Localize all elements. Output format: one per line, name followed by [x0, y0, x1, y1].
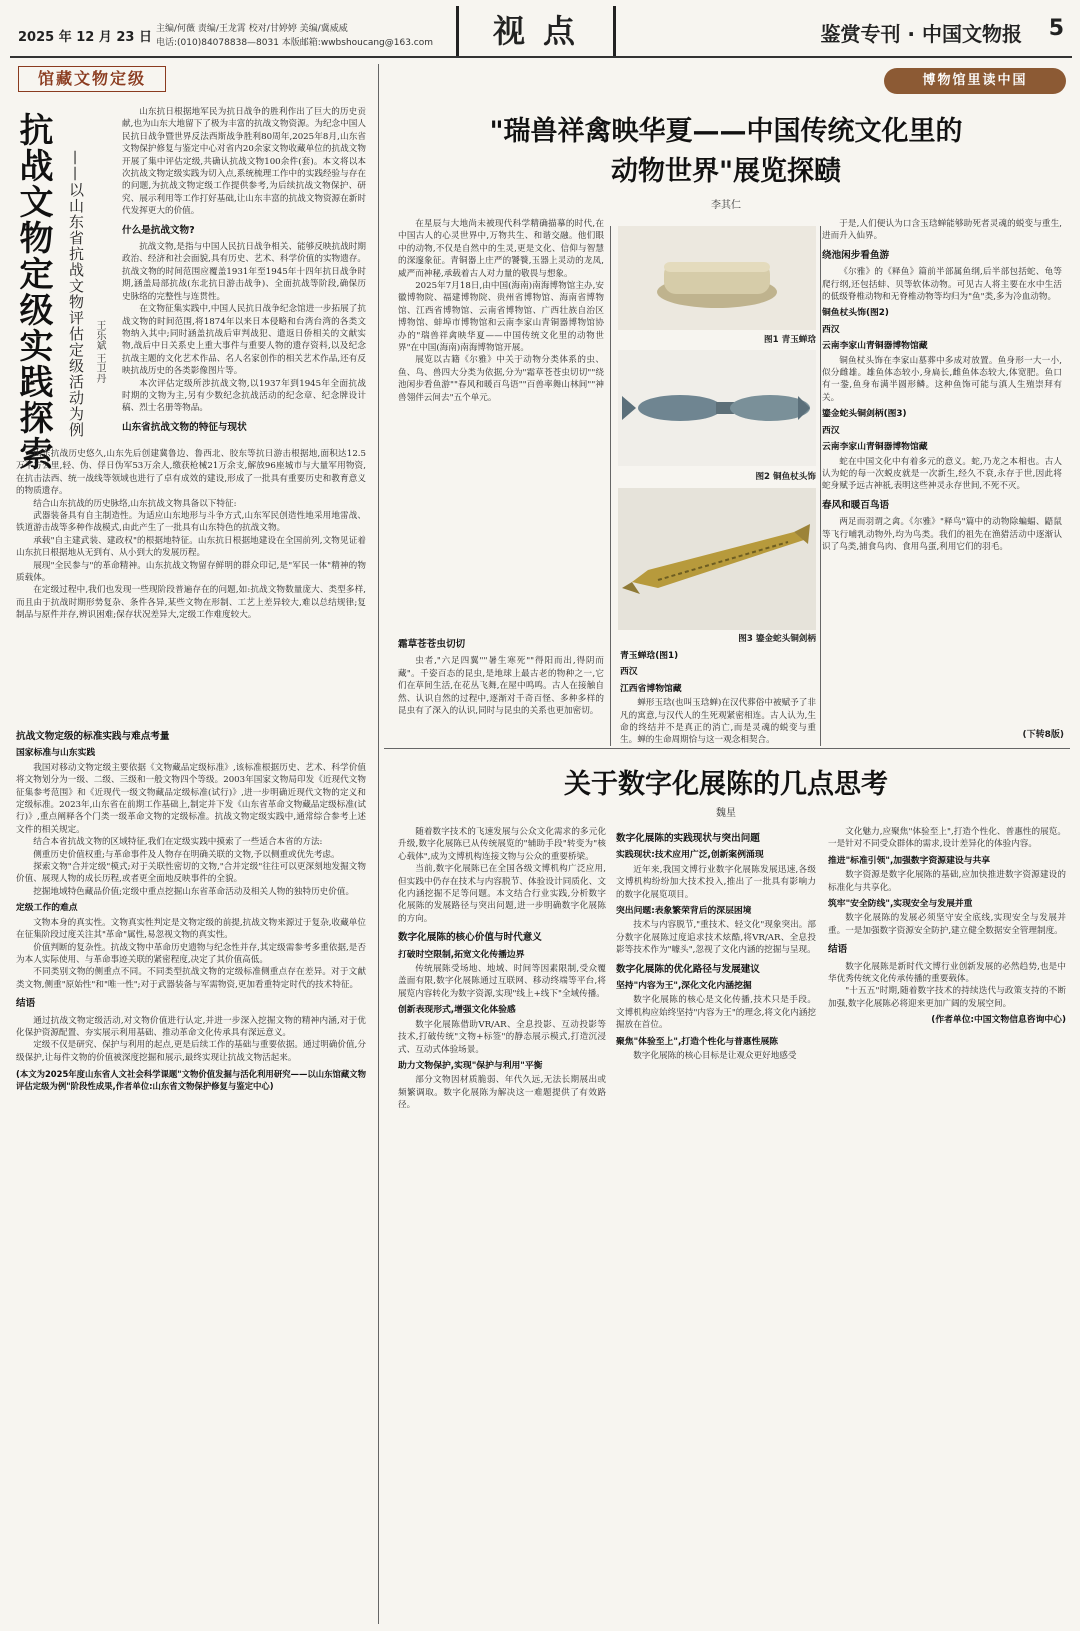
newspaper-brand: 鉴赏专刊 · 中国文物报: [820, 22, 1022, 46]
gilt-snake-hilt-image: [618, 488, 816, 630]
artifact-period: 西汉: [822, 425, 840, 436]
paragraph: 数字化展陈的核心是文化传播,技术只是手段。文博机构应始终坚持"内容为王"的理念,将文化内涵挖掘放在首位。: [616, 995, 816, 1031]
figure-caption: 图2 铜鱼杖头饰: [755, 472, 816, 482]
paragraph: 于是,人们便认为口含玉琀蝉能够助死者灵魂的蜕变与重生,进而升入仙界。: [822, 219, 1062, 242]
subheading: 霜草苍苍虫切切: [398, 639, 466, 650]
digital-column-1: [398, 826, 606, 1112]
section-divider: [384, 748, 1070, 749]
exhibition-column-3: [822, 218, 1062, 553]
subheading: 结语: [828, 944, 848, 956]
paragraph: 技术与内容脱节,"重技术、轻文化"现象突出。部分数字化展陈过度追求技术炫酷,将VR/AR、全息投影等技术作为"噱头",忽视了文化内涵的挖掘与呈现。: [616, 920, 816, 956]
headline-line-2: 动物世界"展览探赜: [610, 156, 842, 187]
column-divider: [610, 226, 611, 746]
artifact-museum: 江西省博物馆藏: [620, 683, 682, 694]
paragraph: "十五五"时期,随着数字技术的持续迭代与政策支持的不断加强,数字化展陈必将迎来更加广阔的发展空间。: [828, 986, 1066, 1009]
column-divider: [820, 226, 821, 746]
paragraph: 文化魅力,应聚焦"体验至上",打造个性化、普惠性的展览。一是针对不同受众群体的需求,设计差异化的体验内容。: [828, 827, 1066, 850]
paragraph: 武器装备具有自主制造性。为适应山东地形与斗争方式,山东军民创造性地采用地雷战、铁道游击战等多种作战模式,由此产生了一批具有山东特色的抗战文物。: [16, 511, 366, 534]
staff-line-1: 主编/何薇 责编/王龙霄 校对/甘婷婷 美编/冀威威: [156, 24, 348, 34]
subheading: 筑牢"安全防线",实现安全与发展并重: [828, 899, 973, 910]
paragraph: 《尔雅》的《释鱼》篇前半部属鱼纲,后半部包括蛇、龟等爬行纲,还包括蚌、贝等软体动物。可见古人将主要在水中生活的低级脊椎动物和无脊椎动物等均归为"鱼"类,多为冷血动物。: [822, 267, 1062, 303]
subheading: 坚持"内容为王",深化文化内涵挖掘: [616, 981, 752, 992]
subheading: 数字化展陈的优化路径与发展建议: [616, 963, 760, 975]
left-body-2: [16, 724, 366, 1094]
artifact-name: 青玉蝉琀(图1): [620, 651, 679, 661]
paragraph: 数字化展陈的发展必须坚守安全底线,实现安全与发展并重。一是加强数字资源安全防护,建立健全数据安全管理制度。: [828, 913, 1066, 936]
artifact-period: 西汉: [620, 667, 638, 678]
staff-line-2: 电话:(010)84078838—8031 本版邮箱:wwbshoucang@163.com: [156, 38, 434, 48]
author-affiliation: (作者单位:中国文物信息咨询中心): [931, 1015, 1066, 1026]
subheading: 助力文物保护,实现"保护与利用"平衡: [398, 1060, 543, 1071]
subheading: 聚焦"体验至上",打造个性化与普惠性展陈: [616, 1036, 779, 1047]
paragraph: 数字化展陈的核心目标是让观众更好地感受: [633, 1051, 797, 1062]
subheading: 绕池闲步看鱼游: [822, 249, 890, 261]
paragraph: 铜鱼杖头饰在李家山墓葬中多成对放置。鱼身形一大一小,似分雌雄。雄鱼体态较小,身扁长,雌鱼体态较大,体宽肥。鱼口有一銎,鱼身布满半圆形鳞。这种鱼饰可能与滇人生殖崇拜有关。: [822, 355, 1062, 403]
subheading: 数字化展陈的核心价值与时代意义: [398, 932, 542, 944]
subheading: 突出问题:表象繁荣背后的深层困境: [616, 906, 752, 917]
subheading: 数字化展陈的实践现状与突出问题: [616, 833, 760, 844]
paragraph: 数字资源是数字化展陈的基础,应加快推进数字资源建设的标准化与共享化。: [828, 870, 1066, 893]
paragraph: 2025年7月18日,由中国(海南)南海博物馆主办,安徽博物院、福建博物院、贵州省博物馆、海南省博物馆、江西省博物馆、云南省博物馆、广西壮族自治区博物馆、蚌埠市博物馆和云南李家山青铜器博物馆协办的"瑞兽祥禽映华夏——中国传统文化里的动物世界"在中国(海南)南海博物馆开展。: [398, 281, 604, 354]
subheading: 春风和暖百鸟语: [822, 499, 890, 511]
artifact-note-cicada: [620, 646, 816, 747]
subheading: 什么是抗战文物?: [122, 224, 195, 236]
artifact-name: 铜鱼杖头饰(图2): [822, 308, 889, 319]
jade-cicada-image: [618, 226, 816, 330]
subheading: 实践现状:技术应用广泛,创新案例涌现: [616, 850, 764, 861]
figure-caption: 图3 鎏金蛇头铜剑柄: [738, 634, 816, 644]
paragraph: 在定级过程中,我们也发现一些现阶段普遍存在的问题,如:抗战文物数量庞大、类型多样,而且由于抗战时期形势复杂、条件各异,某些文物在形制、工艺上差异较大,难以总结规律;复制品与原件并存,辨识困难;保存状况差异大,定级工作难度较大。: [16, 585, 366, 621]
paragraph: 数字化展陈是新时代文博行业创新发展的必然趋势,也是中华优秀传统文化传承传播的重要载体。: [828, 961, 1066, 985]
paragraph: 蛇在中国文化中有着多元的意义。蛇,乃龙之本相也。古人认为蛇的每一次蜕皮就是一次新生,经久不衰,永存于世,因此将蛇身赋予远古神祇,表明这些神灵永存世间,不死不灭。: [822, 456, 1062, 492]
figure-caption: 图1 青玉蝉琀: [764, 335, 816, 345]
digital-column-3: [828, 826, 1066, 1029]
paragraph: 近年来,我国文博行业数字化展陈发展迅速,各级文博机构纷纷加大技术投入,推出了一批具有影响力的数字化展览项目。: [616, 864, 816, 900]
column-tag: 馆藏文物定级: [18, 66, 166, 92]
column-divider: [378, 64, 379, 1624]
photo-gilt-snake-hilt: [618, 488, 816, 630]
paragraph: 在文物征集实践中,中国人民抗日战争纪念馆进一步拓展了抗战文物的时间范围,将1874年以来日本侵略和台湾台湾的各类文物纳入其中;同时涵盖抗战后审判战犯、遣返日侨相关的文献实物,战后中日关系史上重大事件与重要人物的遗存资料,以及纪念抗战主题的文化艺术作品、名人名家创作的相关艺术作品,还有反映抗战历史的各类影像图片等。: [122, 304, 366, 377]
paragraph: 两足而羽谓之禽。《尔雅》"释鸟"篇中的动物除蝙蝠、鼯鼠等飞行哺乳动物外,均为鸟类。我们的祖先在渔猎活动中逐渐认识了鸟类,捕食鸟肉、食用鸟蛋,利用它们的羽毛。: [822, 517, 1062, 552]
left-intro: [122, 106, 366, 438]
staff-credits: [156, 22, 433, 50]
artifact-museum: 云南李家山青铜器博物馆藏: [822, 341, 928, 352]
bronze-fish-image: [618, 350, 816, 466]
column-tag-museum: 博物馆里读中国: [884, 68, 1066, 94]
section-name: 视点: [492, 12, 593, 50]
artifact-period: 西汉: [822, 324, 840, 335]
left-subhead: ——以山东省抗战文物评估定级活动为例: [67, 150, 85, 438]
photo-jade-cicada: [618, 226, 816, 330]
paragraph: 展览以古籍《尔雅》中关于动物分类体系的虫、鱼、鸟、兽四大分类为依据,分为"霜草苍苍虫切切""绕池闲步看鱼游""春风和暖百鸟语""百兽率舞山林间""神兽翎伴云间去"五个单元。: [398, 355, 604, 403]
subheading: 国家标准与山东实践: [16, 748, 96, 759]
paragraph: 通过抗战文物定级活动,对文物价值进行认定,并进一步深入挖掘文物的精神内涵,对于优化保护资源配置、夯实展示利用基础、推动革命文化传承具有深远意义。: [16, 1015, 366, 1038]
paragraph: 文物本身的真实性。文物真实性判定是文物定级的前提,抗战文物来源过于复杂,收藏单位在征集阶段过度关注其"革命"属性,易忽视文物的真实性。: [16, 917, 366, 941]
exhibition-headline: [386, 112, 1066, 192]
paragraph: 侧重历史价值权重;与革命事件及人物存在明确关联的文物,予以侧重或优先考虑。: [33, 849, 340, 860]
footnote: (本文为2025年度山东省人文社会科学课题"文物价值发掘与活化利用研究——以山东馆藏文物评估定级为例"阶段性成果,作者单位:山东省文物保护修复与鉴定中心): [16, 1069, 366, 1092]
paragraph: 虫者,"六足四翼""暑生寒死""得阳而出,得阴而藏"。千姿百态的昆虫,是地球上最古老的物种之一,它们在草间生活,在花丛飞舞,在屋中鸣鸣。古人在接触自然、认识自然的过程中,逐渐对千奇百怪、多种多样的昆虫有了深入的认识,同时与昆虫的关系也更加密切。: [398, 656, 604, 717]
paragraph: 本次评估定级所涉抗战文物,以1937年到1945年全面抗战时期的文物为主,另有少数纪念抗战活动的纪念章、纪念牌设计稿、烈士名册等物品。: [122, 378, 366, 414]
subheading: 山东省抗战文物的特征与现状: [122, 421, 247, 433]
paragraph: 当前,数字化展陈已在全国各级文博机构广泛应用,但实践中仍存在技术与内容脱节、体验设计同质化、文化内涵挖掘不足等问题。本文结合行业实践,分析数字化展陈的发展路径与突出问题,进一步明确数字化展陈的方向。: [398, 864, 606, 924]
paragraph: 山东抗战历史悠久,山东先后创建冀鲁边、鲁西北、胶东等抗日游击根据地,面积达12.5万平方公里,轻、伪、俘日伪军53万余人,缴获枪械21万余支,解放96座城市与大量军用物资,在抗击法西、统一战线等领域也进行了卓有成效的建设,形成了一批具有重要历史和教育意义的物质遗存。: [16, 449, 366, 497]
paragraph: 在星辰与大地尚未被现代科学精确描摹的时代,在中国古人的心灵世界中,万物共生、和谐交融。他们眼中的动物,不仅是自然中的生灵,更是文化、信仰与智慧的深邃象征。青铜器上庄严的饕餮,玉器上灵动的龙凤,威严而神秘,承载着古人对力量的敬畏与想象。: [398, 219, 604, 279]
subheading: 打破时空限制,拓宽文化传播边界: [398, 949, 525, 960]
page-number: 5: [1048, 16, 1064, 41]
paragraph: 数字化展陈借助VR/AR、全息投影、互动投影等技术,打破传统"文物+标签"的静态展示模式,打造沉浸式、互动式体验场景。: [398, 1019, 606, 1055]
headline-line-1: "瑞兽祥禽映华夏——中国传统文化里的: [489, 116, 963, 147]
exhibition-column-1b: [398, 632, 604, 717]
paragraph: 蝉形玉琀(也叫玉琀蝉)在汉代葬俗中被赋予了非凡的寓意,与汉代人的生死观紧密相连。古人认为,生命的终结并不是真正的消亡,而是灵魂的蜕变与重生。蝉的生命周期恰与这一观念相契合。: [620, 698, 816, 746]
paragraph: 结合山东抗战的历史脉络,山东抗战文物具备以下特征:: [33, 498, 237, 509]
subheading: 定级工作的难点: [16, 903, 78, 914]
paragraph: 我国对移动文物定级主要依据《文物藏品定级标准》,该标准根据历史、艺术、科学价值将文物划分为一级、二级、三级和一般文物四个等级。2003年国家文物局印发《近现代文物征集参考范围》和《近现代一级文物藏品定级标准(试行)》,进一步明确近现代文物的定义和定级标准。2023年,山东省在前期工作基础上,制定并下发《山东省革命文物藏品定级标准(试行)》,重点阐释各个门类一级革命文物的定级标准。抗战文物定级实践中,通常综合参考上述文件的相关规定。: [16, 762, 366, 835]
section-box: [456, 6, 616, 56]
paragraph: 探索文物"合并定级"模式;对于关联性密切的文物,"合并定级"往往可以更深刻地发掘文物价值、展现人物的成长历程,或者更全面地反映事件的全貌。: [16, 862, 366, 885]
paragraph: 定级不仅是研究、保护与利用的起点,更是后续工作的基础与重要依据。通过明确价值,分级保护,让每件文物的价值被深度挖掘和展示,最终实现让抗战文物活起来。: [16, 1040, 366, 1063]
paragraph: 山东抗日根据地军民为抗日战争的胜利作出了巨大的历史贡献,也为山东大地留下了极为丰富的抗战文物资源。为纪念中国人民抗日战争暨世界反法西斯战争胜利80周年,2025年8月,山东省文物保护修复与鉴定中心对省内20余家文物收藏单位的抗战文物开展了集中评估定级,共确认抗战文物100余件(套)。本文将以本次抗战文物定级实践为切入点,系统梳理工作中的实践经验与存在的问题,为抗战文物定级工作提供参考,为后续抗战文物保护、研究、展示利用等工作打好基础,让山东丰富的抗战文物资源在新时代发挥更大的价值。: [122, 107, 366, 217]
article-author: 李其仁: [711, 200, 741, 211]
paragraph: 传统展陈受场地、地域、时间等因素限制,受众覆盖面有限,数字化展陈通过互联网、移动终端等平台,将展览内容转化为数字资源,实现"线上+线下"全域传播。: [398, 964, 606, 999]
paragraph: 不同类别文物的侧重点不同。不同类型抗战文物的定级标准侧重点存在差异。对于文献类文物,侧重"原始性"和"唯一性";对于武器装备与军需物资,更加看重特定时代的技术特征。: [16, 967, 366, 990]
subheading: 结语: [16, 998, 36, 1010]
subheading: 推进"标准引领",加强数字资源建设与共享: [828, 855, 991, 866]
paragraph: 抗战文物,是指与中国人民抗日战争相关、能够反映抗战时期政治、经济和社会面貌,具有历史、艺术、科学价值的实物遗存。抗战文物的时间范围应覆盖1931年至1945年十四年抗日战争时期,涵盖局部抗战(东北抗日游击战争)、全面抗战等阶段,确保历史脉络的完整性与连贯性。: [122, 242, 366, 302]
artifact-name: 鎏金蛇头铜剑柄(图3): [822, 409, 907, 420]
subheading: 抗战文物定级的标准实践与难点考量: [16, 731, 170, 742]
left-body: [16, 448, 366, 622]
masthead: [10, 6, 1072, 58]
left-authors: 王乐斌 王卫丹: [94, 320, 105, 384]
digital-column-2: [616, 826, 816, 1063]
paragraph: 挖掘地域特色藏品价值;定级中重点挖掘山东省革命活动及相关人物的独特历史价值。: [33, 886, 355, 897]
paragraph: 随着数字技术的飞速发展与公众文化需求的多元化升级,数字化展陈已从传统展览的"辅助手段"转变为"核心载体",成为文博机构连接文物与公众的重要桥梁。: [398, 827, 606, 862]
article-author: 魏星: [716, 808, 736, 819]
left-headline: 抗战文物定级实践探索: [13, 112, 53, 472]
paragraph: 展现"全民参与"的革命精神。山东抗战文物留存鲜明的群众印记,是"军民一体"精神的物质载体。: [16, 560, 366, 584]
subheading: 创新表现形式,增强文化体验感: [398, 1005, 516, 1016]
issue-date: 2025 年 12 月 23 日: [18, 30, 152, 45]
exhibition-column-1: [398, 218, 604, 404]
artifact-museum: 云南李家山青铜器博物馆藏: [822, 442, 928, 453]
photo-bronze-fish: [618, 350, 816, 466]
paragraph: 承载"自主建武装、建政权"的根据地特征。山东抗日根据地建设在全国前列,文物见证着山东抗日根据地从无到有、从小到大的发展历程。: [16, 535, 366, 559]
continued-note: (下转8版): [1022, 730, 1064, 740]
paragraph: 部分文物因材质脆弱、年代久远,无法长期展出或频繁调取。数字化展陈为解决这一难题提供了有效路径。: [398, 1075, 606, 1111]
paragraph: 结合本省抗战文物的区域特征,我们在定级实践中摸索了一些适合本省的方法:: [33, 837, 323, 848]
paragraph: 价值判断的复杂性。抗战文物中革命历史遗物与纪念性并存,其定级需参考多重依据,是否为本人实际使用、与革命事迹关联的紧密程度,决定了其价值高低。: [16, 942, 366, 965]
digital-exhibition-headline: 关于数字化展陈的几点思考: [564, 769, 888, 800]
